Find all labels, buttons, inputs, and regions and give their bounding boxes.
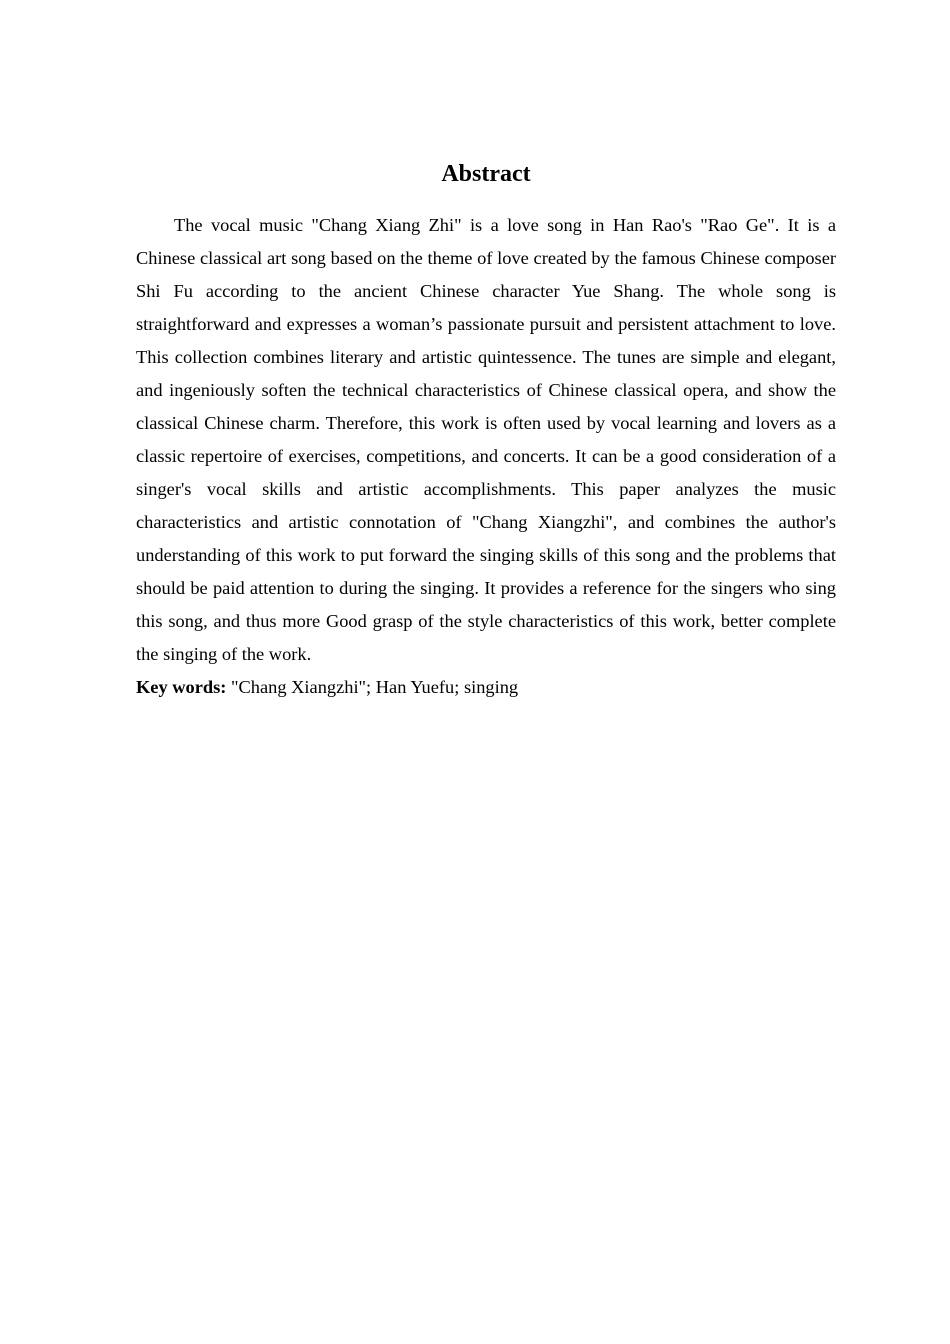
keywords-label: Key words:: [136, 677, 227, 697]
abstract-heading: Abstract: [441, 161, 531, 187]
keywords-line: [136, 671, 836, 704]
abstract-paragraph: The vocal music "Chang Xiang Zhi" is a love song in Han Rao's "Rao Ge". It is a Chinese classical art song based on the theme of love created by the famous Chinese composer Shi Fu according to the ancient Chinese character Yue Shang. The whole song is straightforward and expresses a woman’s passionate pursuit and persistent attachment to love. This collection combines literary and artistic quintessence. The tunes are simple and elegant, and ingeniously soften the technical characteristics of Chinese classical opera, and show the classical Chinese charm. Therefore, this work is often used by vocal learning and lovers as a classic repertoire of exercises, competitions, and concerts. It can be a good consideration of a singer's vocal skills and artistic accomplishments. This paper analyzes the music characteristics and artistic connotation of "Chang Xiangzhi", and combines the author's understanding of this work to put forward the singing skills of this song and the problems that should be paid attention to during the singing. It provides a reference for the singers who sing this song, and thus more Good grasp of the style characteristics of this work, better complete the singing of the work.: [136, 215, 836, 664]
keywords-value: "Chang Xiangzhi"; Han Yuefu; singing: [226, 677, 519, 697]
